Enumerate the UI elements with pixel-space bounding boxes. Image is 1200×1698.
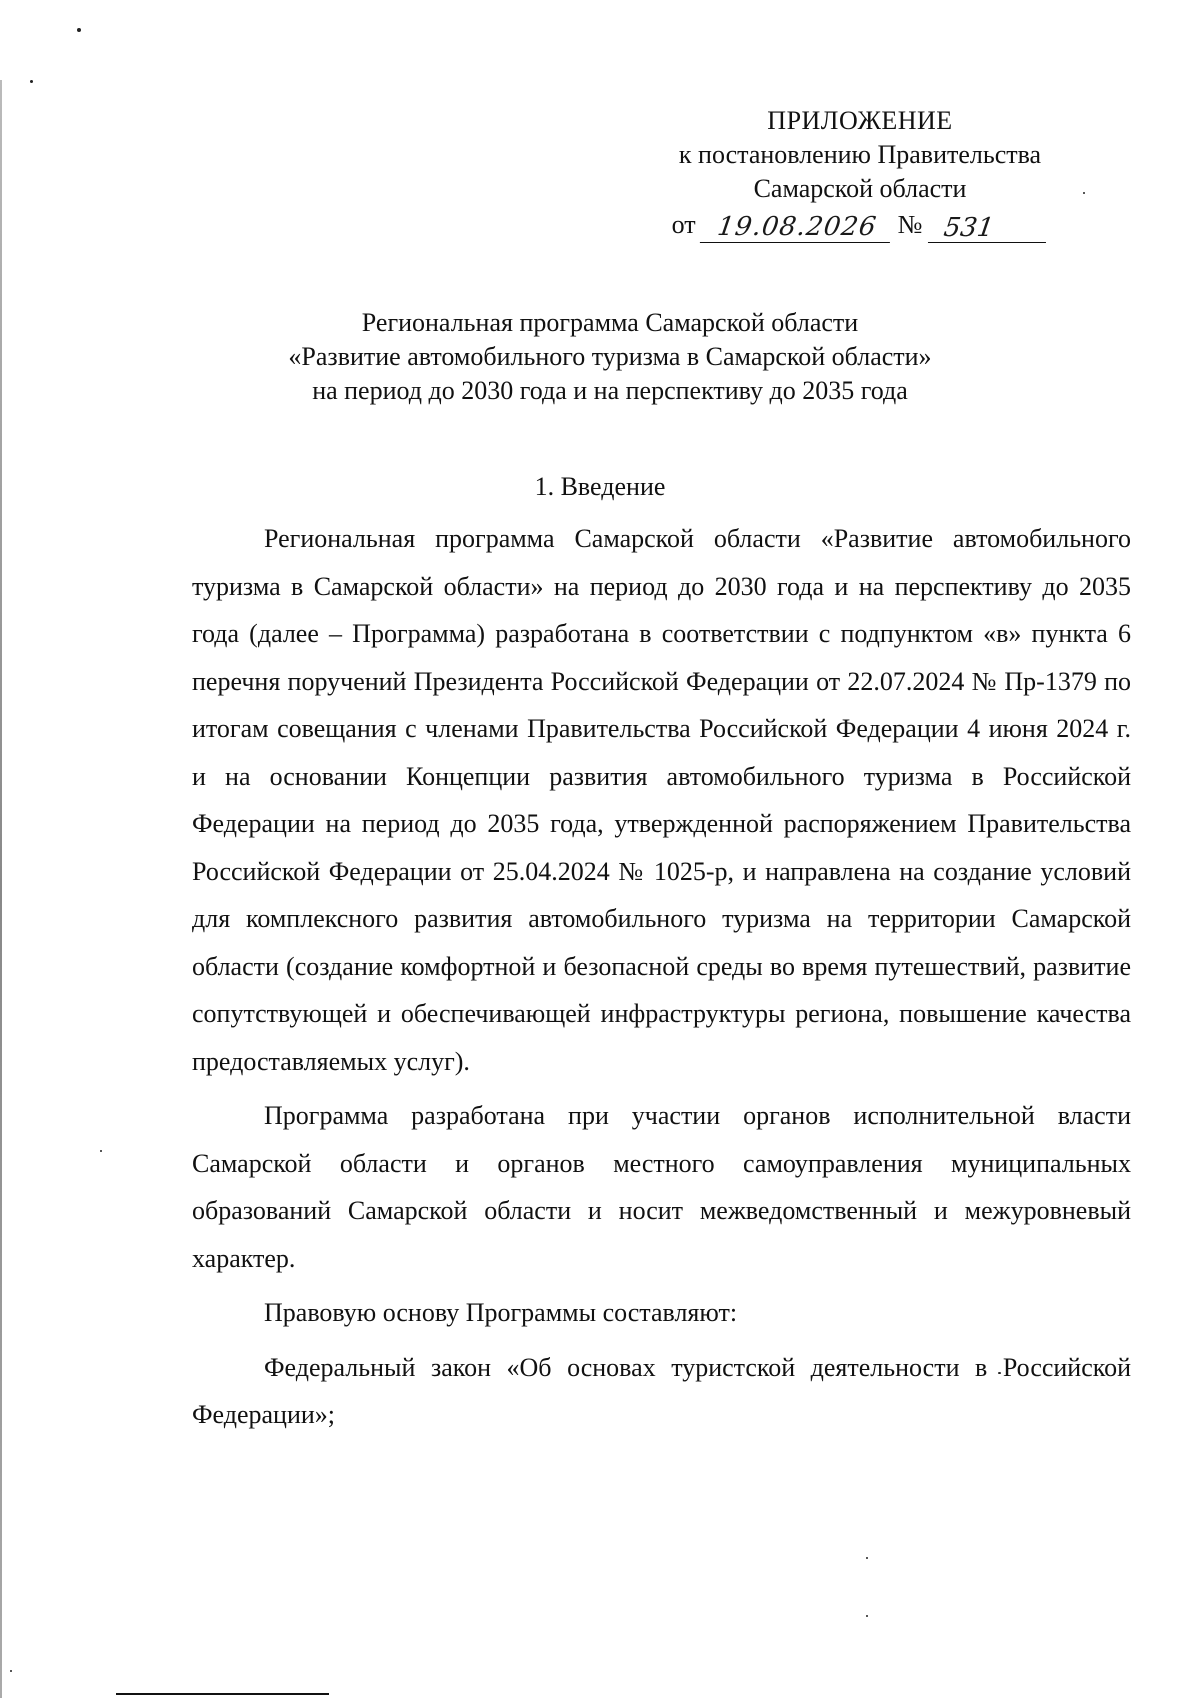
program-title [110,306,1110,408]
scan-speck [1083,192,1085,194]
program-title-line-2: «Развитие автомобильного туризма в Самарской области» [288,342,932,371]
attachment-subtitle: к постановлению Правительства [678,140,1042,169]
scan-speck [866,1557,868,1559]
section-heading: 1. Введение [534,472,666,501]
scan-edge [0,80,2,1698]
paragraph-federal-law: Федеральный закон «Об основах туристской деятельности в Российской Федерации»; [192,1352,1131,1429]
number-prefix: № [897,210,923,239]
date-prefix: от [671,210,696,239]
scan-speck [100,1150,102,1152]
scan-speck [30,80,33,83]
program-title-line-3: на период до 2030 года и на перспективу до 2035 года [312,376,908,405]
attachment-region: Самарской области [753,174,967,203]
scan-speck [10,1670,12,1672]
paragraph-legal-basis: Правовую основу Программы составляют: [264,1298,738,1327]
footnote-rule [116,1693,329,1695]
program-title-line-1: Региональная программа Самарской области [361,308,859,337]
section-body [192,515,1131,1439]
handwritten-date: 19.08.2026 [699,212,893,243]
resolution-date-number [640,208,1080,243]
attachment-title: ПРИЛОЖЕНИЕ [767,106,953,135]
scan-speck [866,1615,868,1617]
paragraph-participants: Программа разработана при участии органов исполнительной власти Самарской области и органов местного самоуправления муниципальных образований Самарской области и носит межведомственный и межуровневый характер. [192,1101,1131,1273]
scan-speck [77,28,81,32]
paragraph-intro: Региональная программа Самарской области «Развитие автомобильного туризма в Самарской области» на период до 2030 года и на перспективу до 2035 года (далее – Программа) разработана в соответствии с подпунктом «в» пункта 6 перечня поручений Президента Российской Федерации от 22.07.2024 № Пр-1379 по итогам совещания с членами Правительства Российской Федерации 4 июня 2024 г. и на основании Концепции развития автомобильного туризма в Российской Федерации на период до 2035 года, утвержденной распоряжением Правительства Российской Федерации от 25.04.2024 № 1025-р, и направлена на создание условий для комплексного развития автомобильного туризма на территории Самарской области (создание комфортной и безопасной среды во время путешествий, развитие сопутствующей и обеспечивающей инфраструктуры региона, повышение качества предоставляемых услуг). [192,524,1131,1076]
handwritten-number: 531 [928,213,1050,243]
attachment-header [640,104,1080,243]
